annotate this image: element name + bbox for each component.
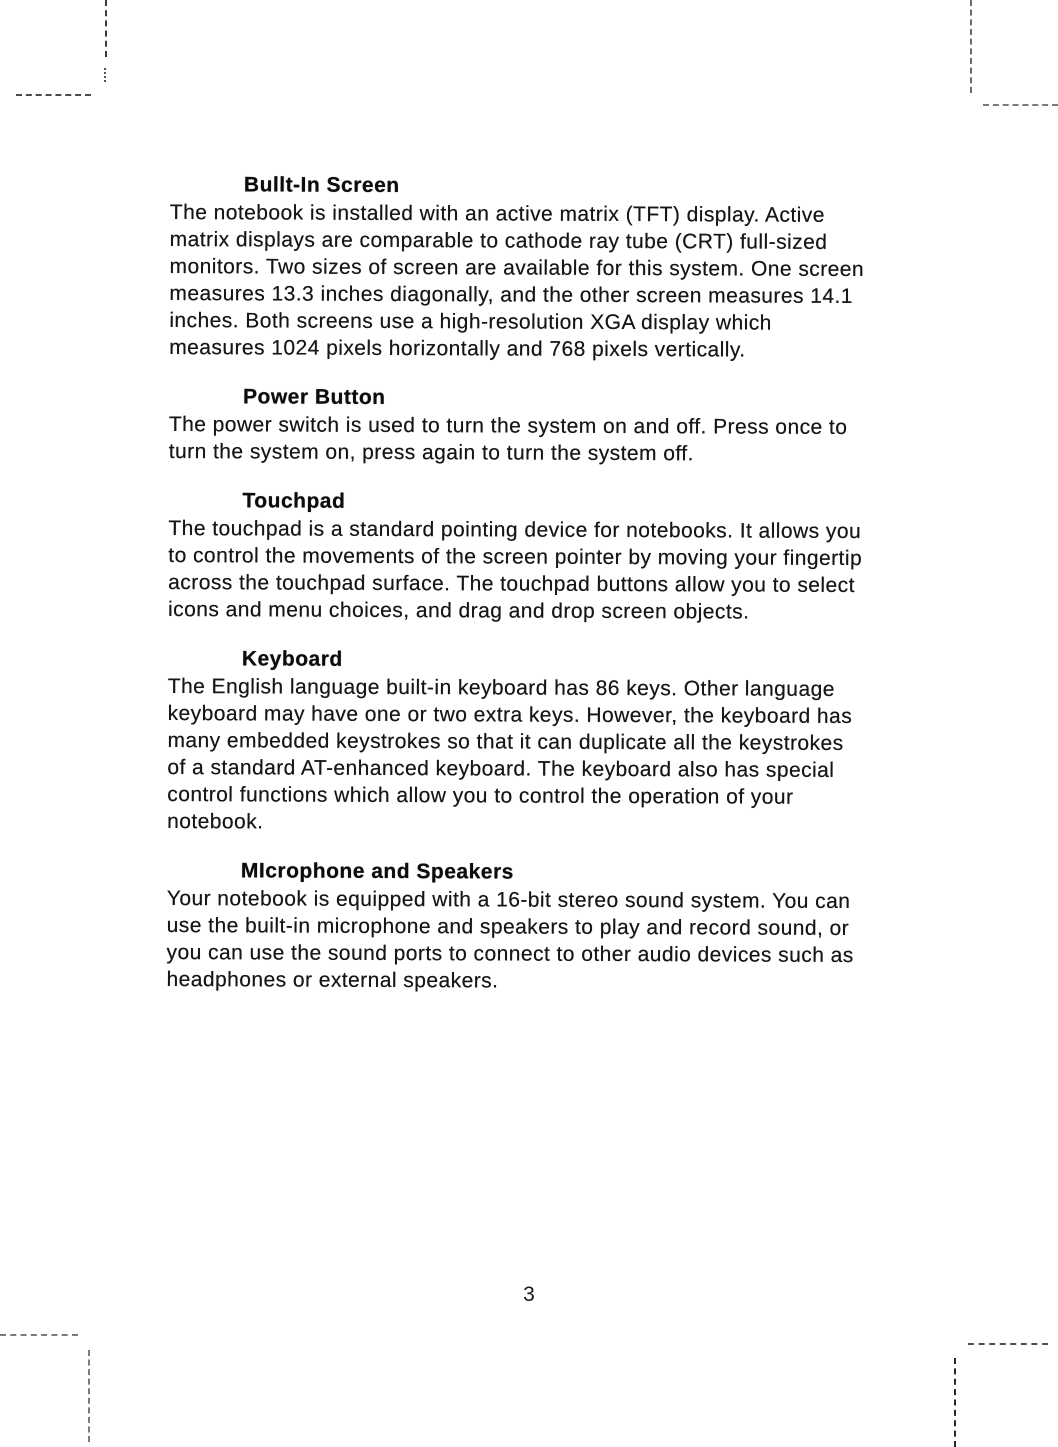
page-content — [166, 0, 950, 996]
scan-mark-top-right-vertical — [970, 0, 972, 93]
section-paragraph: Your notebook is equipped with a 16-bit stereo sound system. You can use the built-in microphone and speakers to play and record sound, or you can use the sound ports to connect to other audio devices such as headphones or external speakers. — [166, 886, 854, 993]
page-number: 3 — [523, 1283, 535, 1306]
section-heading: Keyboard — [241, 647, 343, 671]
scan-mark-bottom-left-horizontal — [0, 1334, 78, 1336]
section-paragraph: The touchpad is a standard pointing device for notebooks. It allows you to control the movements of the screen pointer by moving your fingertip across the touchpad surface. The touchpad buttons allow you to select icons and menu choices, and drag and drop screen objects. — [168, 516, 863, 624]
scan-mark-bottom-right-vertical — [954, 1358, 956, 1447]
section-microphone-and-speakers — [166, 857, 947, 996]
section-heading: MIcrophone and Speakers — [240, 859, 514, 884]
section-heading: Touchpad — [242, 489, 346, 513]
section-keyboard — [167, 645, 948, 838]
section-paragraph: The notebook is installed with an active matrix (TFT) display. Active matrix displays are comparable to cathode ray tube (CRT) full-sized monitors. Two sizes of screen are available for this system. One screen measures 13.3 inches diagonally, and the other screen measures 14.1 inches. Both screens use a high-resolution XGA display which measures 1024 pixels horizontally and 768 pixels vertically. — [169, 200, 865, 362]
section-paragraph: The power switch is used to turn the system on and off. Press once to turn the system on, press again to turn the system off. — [168, 412, 848, 466]
section-paragraph: The English language built-in keyboard has 86 keys. Other language keyboard may have one or two extra keys. However, the keyboard has many embedded keystrokes so that it can duplicate all the keystrokes of a standard AT-enhanced keyboard. The keyboard also has special control functions which allow you to control the operation of your notebook. — [167, 674, 853, 834]
scan-mark-top-left-vertical — [105, 0, 107, 57]
scan-mark-bottom-right-horizontal — [968, 1343, 1048, 1345]
scan-mark-top-left-dots — [104, 68, 106, 82]
scan-mark-top-left-horizontal — [16, 94, 91, 96]
section-touchpad — [168, 487, 949, 626]
section-built-in-screen — [169, 171, 950, 364]
section-heading: Power Button — [242, 385, 386, 409]
scan-mark-top-right-horizontal — [983, 104, 1058, 106]
section-power-button — [169, 383, 949, 468]
section-heading: Bullt-In Screen — [243, 173, 400, 198]
scan-mark-bottom-left-vertical — [88, 1350, 90, 1442]
